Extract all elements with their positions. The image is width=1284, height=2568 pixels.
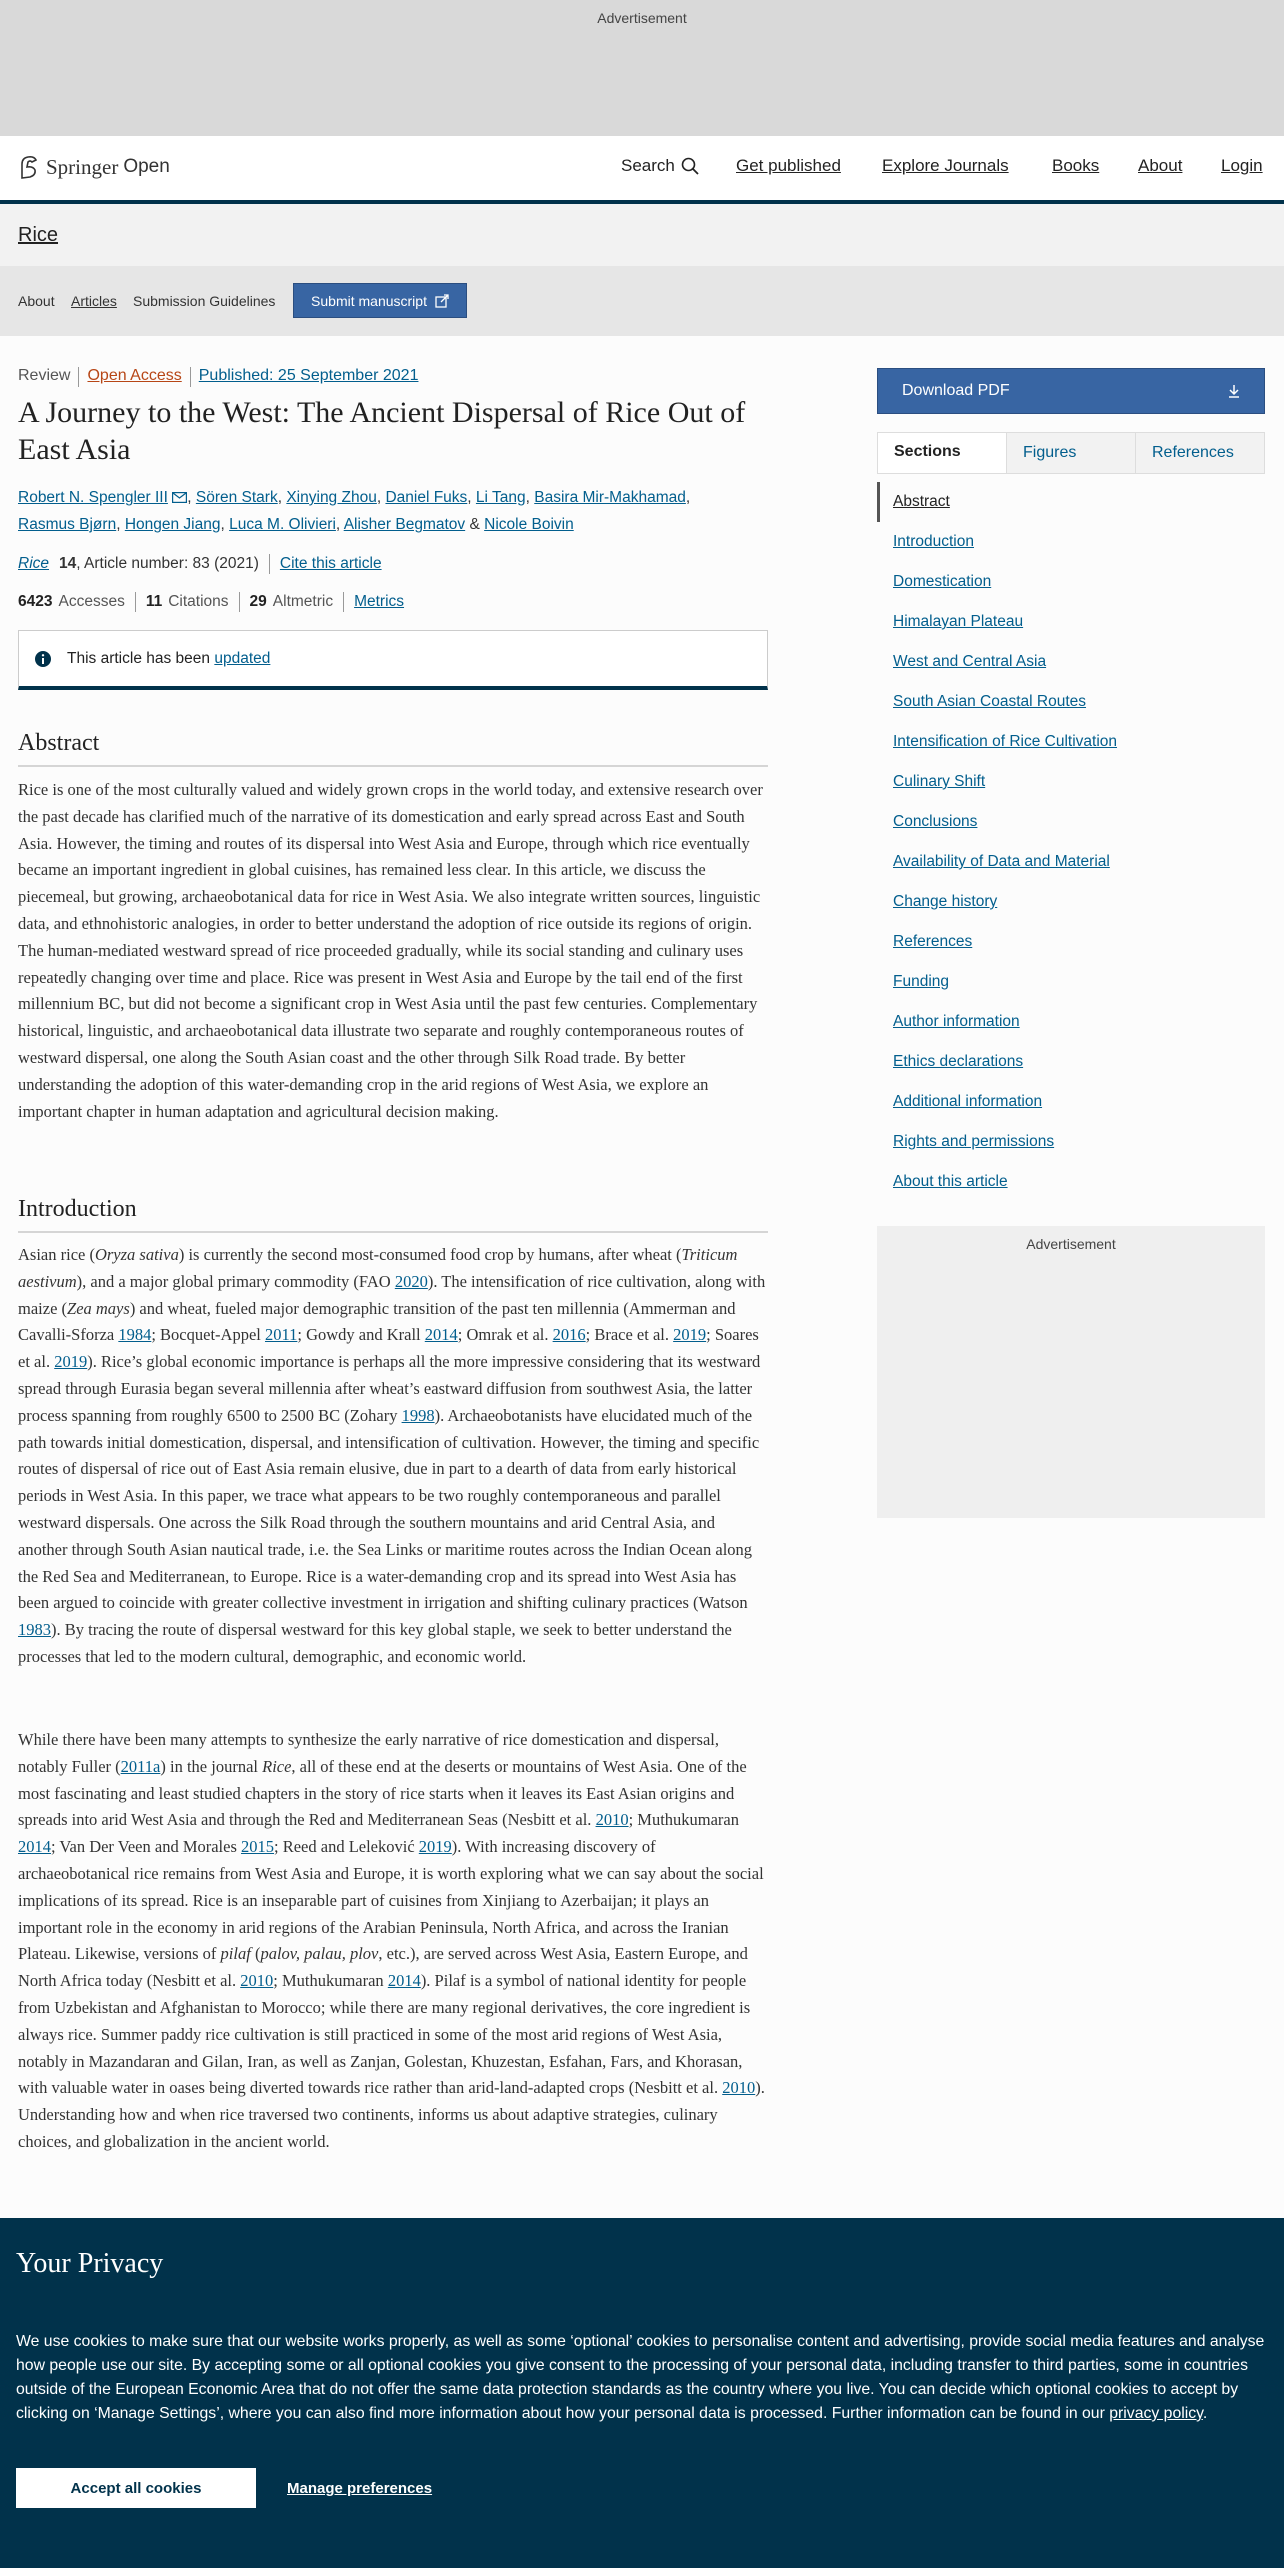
paragraph-text: ; Gowdy and Krall bbox=[297, 1325, 425, 1345]
paragraph-text: , all of these end at the deserts or mountains of West Asia. One of the most fascinating and least studied chapters in the story of rice starts when it leaves its East Asian origins and spreads into arid West Asia and through the Red and Mediterranean Seas (Nesbitt et al. bbox=[18, 1756, 747, 1830]
reference-link[interactable]: 1983 bbox=[18, 1620, 51, 1640]
italic-text: palov, palau, plov bbox=[260, 1944, 379, 1964]
section-link-abstract[interactable]: Abstract bbox=[877, 482, 1265, 522]
tab-sections[interactable]: Sections bbox=[878, 433, 1006, 473]
email-icon[interactable] bbox=[172, 492, 187, 503]
search-button[interactable] bbox=[621, 156, 699, 176]
article-meta bbox=[18, 367, 418, 387]
author-link[interactable]: Robert N. Spengler III bbox=[18, 489, 168, 506]
accept-all-cookies-button[interactable]: Accept all cookies bbox=[16, 2468, 256, 2508]
paragraph-text: ). By tracing the route of dispersal westward for this key global staple, we seek to better understand the processes that led to the modern cultural, demographic, and economic world. bbox=[18, 1620, 732, 1666]
paragraph-text: ; Brace et al. bbox=[585, 1325, 674, 1345]
sidebar-tabs bbox=[877, 432, 1265, 474]
brand-suffix: Open bbox=[123, 156, 170, 177]
paragraph-text: ). Pilaf is a symbol of national identity for people from Uzbekistan and Afghanistan to Morocco; while there are many regional derivatives, the core ingredient is always rice. Summer paddy rice cultivation is still practiced in some of the most arid regions of West Asia, notably in Mazandaran and Gilan, Iran, as well as Zanjan, Golestan, Khuzestan, Esfahan, Fars, and Khorasan, with valuable water in oases being diverted towards rice rather than arid-land-adapted crops (Nesbitt et al. bbox=[18, 1971, 751, 2098]
springer-horse-icon bbox=[18, 154, 40, 180]
info-icon bbox=[35, 651, 51, 667]
reference-link[interactable]: 1984 bbox=[118, 1325, 152, 1345]
author-link[interactable]: Li Tang bbox=[475, 489, 526, 506]
subnav-about[interactable]: About bbox=[18, 293, 55, 309]
author-link[interactable]: Luca M. Olivieri bbox=[229, 516, 336, 533]
section-link-south-asian-coastal-routes[interactable]: South Asian Coastal Routes bbox=[893, 693, 1087, 710]
paragraph-text: , etc.), are served across West Asia, Eastern Europe, and North Africa today (Nesbitt et al. bbox=[18, 1944, 748, 1991]
paragraph-text: ; Reed and Leleković bbox=[274, 1837, 419, 1857]
abstract-text: Rice is one of the most culturally valued and widely grown crops in the world today, and extensive research over the past decade has clarified much of the narrative of its domestication and early spread across East and South Asia. However, the timing and routes of its dispersal into West Asia and Europe, through which rice eventually became an important ingredient in global cuisines, has remained less clear. In this article, we discuss the piecemeal, but growing, archaeobotanical data for rice in West Asia. We also integrate written sources, linguistic data, and ethnohistoric analogies, in order to better understand the adoption of rice outside its regions of origin. The human-mediated westward spread of rice proceeded gradually, while its social standing and culinary uses repeatedly changing over time and place. Rice was present in West Asia and Europe by the tail end of the first millennium BC, but did not become a significant crop in West Asia until the past few centuries. Complementary historical, linguistic, and archaeobotanical data illustrate two separate and roughly contemporaneous routes of westward dispersal, one along the South Asian coast and the other through Silk Road trade. By better understanding the adoption of this water-demanding crop in the arid regions of West Asia, we explore an important chapter in human adaptation and agricultural decision making. bbox=[18, 780, 763, 1121]
citations-label: Citations bbox=[168, 593, 229, 610]
privacy-title: Your Privacy bbox=[16, 2248, 164, 2279]
search-label: Search bbox=[621, 156, 675, 175]
ad-banner bbox=[0, 0, 1284, 136]
section-link-about-this-article[interactable]: About this article bbox=[893, 1173, 1008, 1190]
download-icon bbox=[1228, 384, 1240, 398]
tab-references[interactable]: References bbox=[1135, 433, 1264, 473]
citation-line bbox=[18, 554, 382, 574]
reference-link[interactable]: 2010 bbox=[240, 1971, 274, 1991]
italic-text: Oryza sativa bbox=[94, 1245, 179, 1264]
metrics-link[interactable]: Metrics bbox=[354, 593, 405, 610]
manage-preferences-link[interactable]: Manage preferences bbox=[287, 2480, 433, 2497]
nav-about[interactable]: About bbox=[1138, 156, 1183, 175]
paragraph-text: Asian rice ( bbox=[18, 1245, 95, 1264]
introduction-heading: Introduction bbox=[18, 1196, 768, 1233]
author-link[interactable]: Sören Stark bbox=[195, 489, 278, 506]
reference-link[interactable]: 2010 bbox=[595, 1810, 629, 1830]
tab-figures[interactable]: Figures bbox=[1006, 433, 1135, 473]
reference-link[interactable]: 2019 bbox=[54, 1352, 88, 1372]
altmetric-label: Altmetric bbox=[272, 593, 334, 610]
reference-link[interactable]: 2014 bbox=[387, 1971, 421, 1991]
ad-label: Advertisement bbox=[597, 10, 687, 26]
author-link[interactable]: Hongen Jiang bbox=[124, 516, 221, 533]
section-link-culinary-shift[interactable]: Culinary Shift bbox=[893, 773, 986, 790]
nav-login[interactable]: Login bbox=[1221, 156, 1263, 175]
section-link-ethics-declarations[interactable]: Ethics declarations bbox=[893, 1053, 1024, 1070]
article-type: Review bbox=[18, 367, 71, 384]
author-link[interactable]: Xinying Zhou bbox=[286, 489, 377, 506]
sidebar-ad-label: Advertisement bbox=[1026, 1236, 1116, 1252]
citations-count: 11 bbox=[145, 593, 163, 610]
section-link-author-information[interactable]: Author information bbox=[893, 1013, 1020, 1030]
volume: 14 bbox=[59, 555, 77, 572]
section-link-rights-and-permissions[interactable]: Rights and permissions bbox=[893, 1133, 1055, 1150]
open-access-link[interactable]: Open Access bbox=[87, 367, 182, 384]
author-link[interactable]: Alisher Begmatov bbox=[343, 516, 466, 533]
paragraph-text: ; Muthukumaran bbox=[628, 1810, 740, 1830]
updated-link[interactable]: updated bbox=[214, 649, 271, 667]
site-header bbox=[0, 136, 1284, 204]
paragraph-text: ; Soares et al. bbox=[18, 1325, 759, 1372]
article-title: A Journey to the West: The Ancient Dispersal of Rice Out of East Asia bbox=[18, 396, 746, 466]
paragraph-text: ). Rice’s global economic importance is perhaps all the more impressive considering that its westward spread through Eurasia began several millennia after wheat’s eastward diffusion from southwest Asia, the latter process spanning from roughly 6500 to 2500 BC (Zohary bbox=[18, 1352, 761, 1425]
journal-title-link[interactable]: Rice bbox=[18, 224, 59, 246]
italic-text: pilaf bbox=[220, 1944, 251, 1964]
introduction-paragraph-1 bbox=[18, 1242, 768, 1671]
section-link-domestication[interactable]: Domestication bbox=[893, 573, 992, 590]
article-number: , Article number: 83 (2021) bbox=[76, 555, 259, 572]
reference-link[interactable]: 2019 bbox=[673, 1325, 707, 1345]
paragraph-text: ( bbox=[250, 1944, 261, 1964]
author-link[interactable]: Rasmus Bjørn bbox=[18, 516, 117, 533]
italic-text: Triticum aestivum bbox=[18, 1245, 738, 1291]
section-link-intensification-of-rice-cultivation[interactable]: Intensification of Rice Cultivation bbox=[893, 733, 1118, 750]
download-pdf-button[interactable] bbox=[877, 368, 1265, 414]
reference-link[interactable]: 2019 bbox=[418, 1837, 452, 1857]
reference-link[interactable]: 2011 bbox=[264, 1325, 298, 1345]
brand-name: Springer bbox=[46, 154, 119, 179]
paragraph-text: ; Omrak et al. bbox=[457, 1325, 553, 1345]
paragraph-text: ) is currently the second most-consumed food crop by humans, after wheat ( bbox=[178, 1245, 682, 1264]
section-link-funding[interactable]: Funding bbox=[893, 973, 950, 990]
italic-text: Zea mays bbox=[67, 1298, 130, 1318]
reference-link[interactable]: 2010 bbox=[722, 2078, 756, 2098]
search-icon bbox=[681, 157, 699, 175]
abstract-heading: Abstract bbox=[18, 730, 768, 767]
paragraph-text: ). Understanding how and when rice traversed two continents, informs us about adaptive strategies, culinary choices, and globalization in the ancient world. bbox=[18, 2078, 765, 2151]
section-link-conclusions[interactable]: Conclusions bbox=[893, 813, 978, 830]
nav-books[interactable]: Books bbox=[1052, 156, 1100, 175]
paragraph-text: ) and wheat, fueled major demographic transition of the past ten millennia (Ammerman and Cavalli-Sforza bbox=[18, 1298, 736, 1345]
nav-explore-journals[interactable]: Explore Journals bbox=[882, 156, 1009, 175]
journal-ref-link[interactable]: Rice bbox=[18, 555, 50, 572]
update-notice bbox=[18, 630, 768, 690]
journal-subnav bbox=[0, 266, 1284, 336]
section-list bbox=[877, 482, 1265, 1202]
springer-open-logo[interactable] bbox=[18, 154, 170, 180]
reference-link[interactable]: 1998 bbox=[401, 1405, 435, 1425]
privacy-banner bbox=[0, 2218, 1284, 2568]
section-link-introduction[interactable]: Introduction bbox=[893, 533, 974, 550]
nav-get-published[interactable]: Get published bbox=[736, 156, 841, 175]
author-link[interactable]: Daniel Fuks bbox=[385, 489, 468, 506]
privacy-body: We use cookies to make sure that our website works properly, as well as some ‘optional’ cookies to personalise content and advertising, provide social media features and analyse how people use our site. By accepting some or all optional cookies you give consent to the processing of your personal data, including transfer to third parties, some in countries outside of the European Economic Area that do not offer the same data protection standards as the country where you live. You can decide which optional cookies to accept by clicking on ‘Manage Settings’, where you can also find more information about how your personal data is processed. Further information can be found in our bbox=[16, 2333, 1265, 2422]
journal-bar bbox=[0, 204, 1284, 267]
update-notice-text: This article has been bbox=[67, 649, 211, 667]
privacy-policy-link[interactable]: privacy policy bbox=[1109, 2405, 1203, 2422]
introduction-paragraph-2 bbox=[18, 1727, 768, 2156]
paragraph-text: ), and a major global primary commodity (FAO bbox=[76, 1271, 395, 1291]
italic-text: Rice bbox=[262, 1756, 292, 1776]
reference-link[interactable]: 2014 bbox=[424, 1325, 458, 1345]
paragraph-text: ). Archaeobotanists have elucidated much of the path towards initial domestication, dispersal, and intensification of cultivation. However, the timing and specific routes of dispersal of rice out of East Asia remain elusive, due in part to a dearth of data from early historical periods in West Asia. In this paper, we trace what appears to be two roughly contemporaneous and parallel westward dispersals. One across the Silk Road through the southern mountains and arid Central Asia, and another through South Asian nautical trade, i.e. the Sea Links or maritime routes across the Indian Ocean along the Red Sea and Mediterranean, to Europe. Rice is a water-demanding crop and its spread into West Asia has been argued to coincide with greater collective investment in irrigation and shifting culinary practices (Watson bbox=[18, 1405, 760, 1613]
cite-this-article-link[interactable]: Cite this article bbox=[279, 555, 382, 572]
reference-link[interactable]: 2016 bbox=[552, 1325, 586, 1345]
section-link-availability-of-data-and-material[interactable]: Availability of Data and Material bbox=[893, 853, 1110, 870]
subnav-submission-guidelines[interactable]: Submission Guidelines bbox=[133, 293, 276, 309]
paragraph-text: ; Bocquet-Appel bbox=[151, 1325, 265, 1345]
reference-link[interactable]: 2014 bbox=[18, 1837, 51, 1857]
metrics-bar bbox=[18, 592, 404, 612]
accesses-count: 6423 bbox=[18, 593, 53, 610]
author-link[interactable]: Nicole Boivin bbox=[484, 516, 574, 533]
section-link-references[interactable]: References bbox=[893, 933, 973, 950]
altmetric-count: 29 bbox=[249, 593, 267, 610]
paragraph-text: ). With increasing discovery of archaeobotanical rice remains from West Asia and Europe, it is worth exploring what we can say about the social implications of its spread. Rice is an inseparable part of cuisines from Xinjiang to Azerbaijan; it plays an important role in the economy in arid regions of the Arabian Peninsula, North Africa, and across the Iranian Plateau. Likewise, versions of bbox=[18, 1837, 764, 1964]
section-link-himalayan-plateau[interactable]: Himalayan Plateau bbox=[893, 613, 1024, 630]
reference-link[interactable]: 2020 bbox=[394, 1271, 428, 1291]
section-link-west-and-central-asia[interactable]: West and Central Asia bbox=[893, 653, 1047, 670]
submit-manuscript-button[interactable] bbox=[293, 283, 467, 318]
section-link-additional-information[interactable]: Additional information bbox=[893, 1093, 1043, 1110]
accesses-label: Accesses bbox=[58, 593, 125, 610]
paragraph-text: While there have been many attempts to synthesize the early narrative of rice domestication and dispersal, notably Fuller ( bbox=[18, 1730, 719, 1776]
download-pdf-label: Download PDF bbox=[902, 382, 1010, 399]
external-link-icon bbox=[435, 294, 449, 308]
paragraph-text: ; Muthukumaran bbox=[273, 1971, 388, 1991]
submit-manuscript-label: Submit manuscript bbox=[311, 292, 427, 309]
paragraph-text: ) in the journal bbox=[160, 1756, 263, 1776]
reference-link[interactable]: 2011a bbox=[120, 1756, 161, 1776]
paragraph-text: ). The intensification of rice cultivation, along with maize ( bbox=[18, 1271, 766, 1318]
published-date-link[interactable]: Published: 25 September 2021 bbox=[198, 367, 419, 384]
section-link-change-history[interactable]: Change history bbox=[893, 893, 998, 910]
paragraph-text: ; Van Der Veen and Morales bbox=[51, 1837, 242, 1857]
privacy-text: We use cookies to make sure that our website works properly, as well as some ‘optional’ cookies to personalise content and advertising, provide social media features and analyse how people use our site. By accepting some or all optional cookies you give consent to the processing of your personal data, including transfer to third parties, some in countries outside of the European Economic Area that do not offer the same data protection standards as the country where you live. You can decide which optional cookies to accept by clicking on ‘Manage Settings’, where you can also find more information about how your personal data is processed. Further information can be found in our privacy policy. bbox=[16, 2333, 1265, 2422]
author-link[interactable]: Basira Mir-Makhamad bbox=[534, 489, 686, 506]
subnav-articles[interactable]: Articles bbox=[71, 293, 117, 309]
reference-link[interactable]: 2015 bbox=[241, 1837, 275, 1857]
sidebar-ad bbox=[877, 1226, 1265, 1518]
author-list: Robert N. Spengler III , Sören Stark, Xinying Zhou, Daniel Fuks, Li Tang, Basira Mir-Makhamad, Rasmus Bjørn, Hongen Jiang, Luca M. Olivieri, Alisher Begmatov & Nicole Boivin bbox=[18, 489, 691, 533]
